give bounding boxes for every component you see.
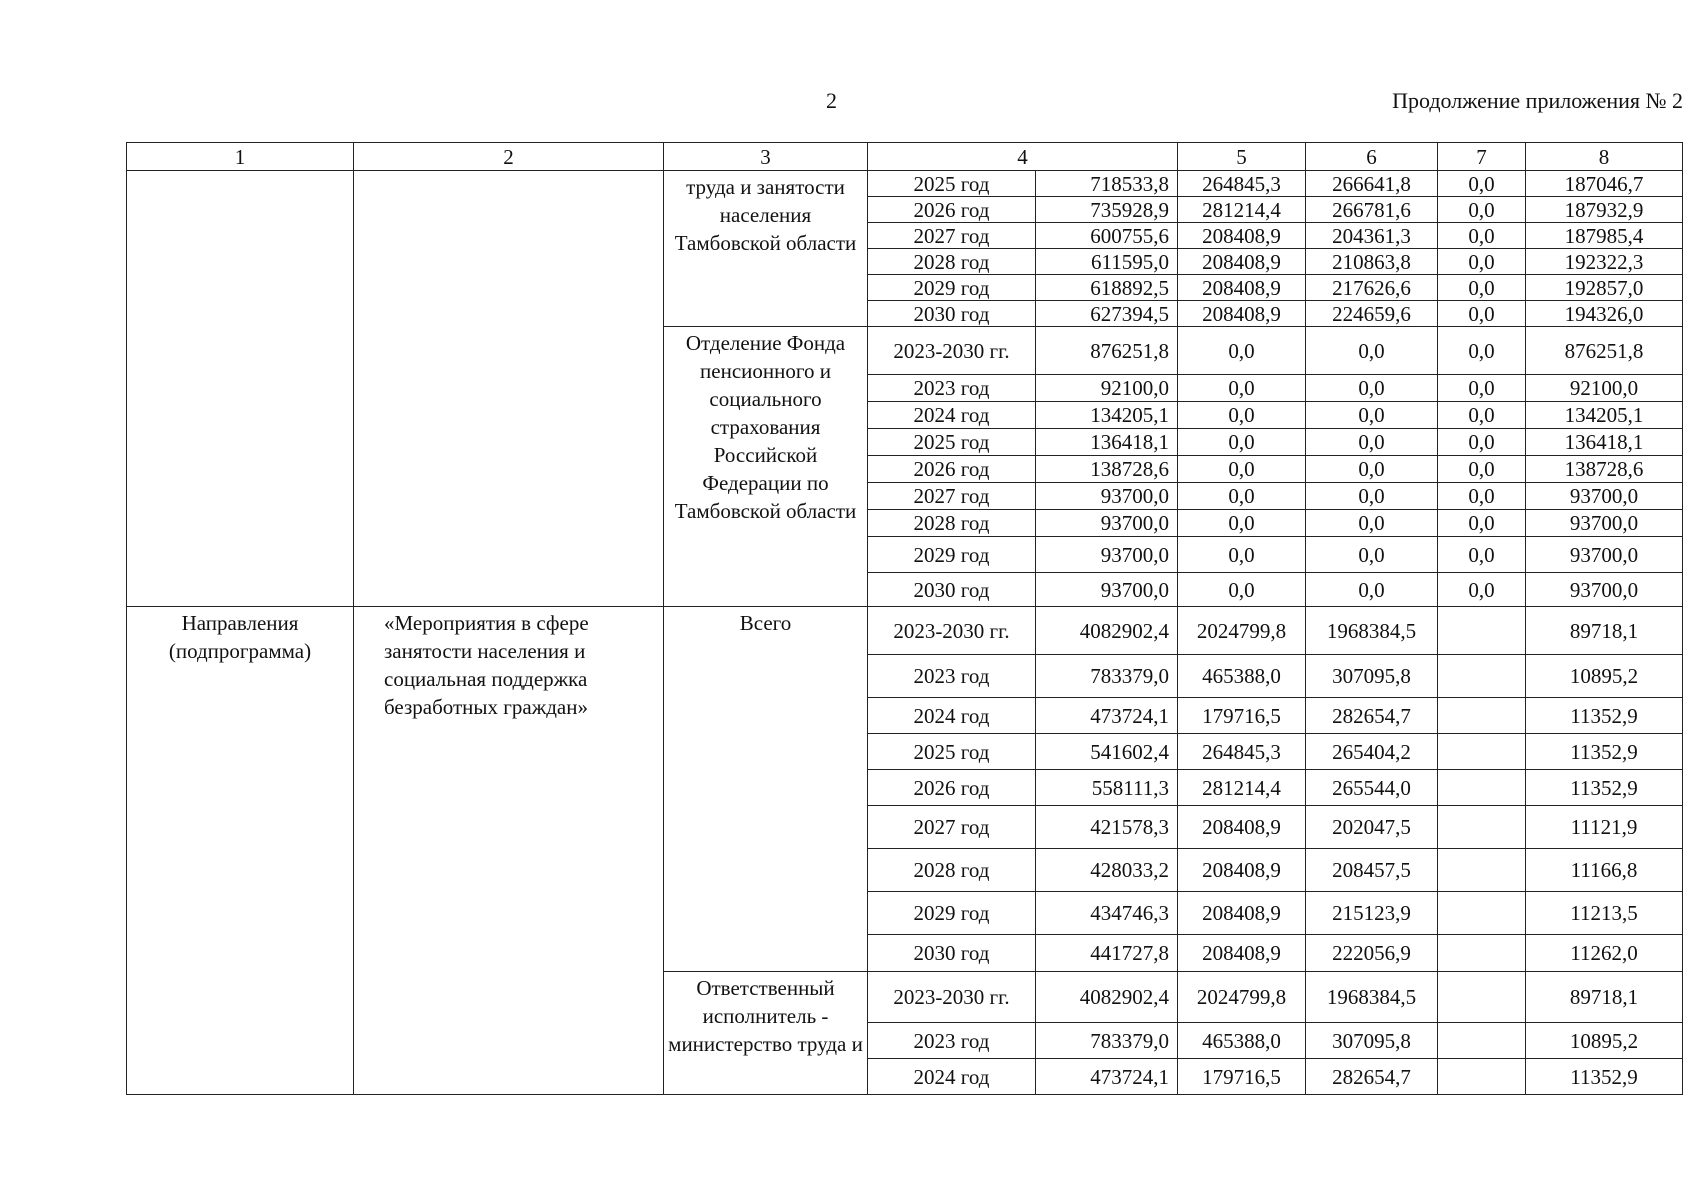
local-budget-cell — [1438, 972, 1526, 1023]
appendix-continuation-note: Продолжение приложения № 2 — [1392, 88, 1683, 113]
local-budget-cell — [1438, 1059, 1526, 1095]
subprogram-name-cell: «Мероприятия в сфере занятости населения и социальная поддержка безработных граждан» — [354, 607, 664, 1095]
local-budget-cell — [1438, 607, 1526, 655]
regional-budget-cell: 0,0 — [1306, 327, 1438, 375]
local-budget-cell: 0,0 — [1438, 301, 1526, 327]
year-cell: 2024 год — [868, 698, 1036, 734]
regional-budget-cell: 0,0 — [1306, 510, 1438, 537]
regional-budget-cell: 202047,5 — [1306, 806, 1438, 849]
local-budget-cell: 0,0 — [1438, 171, 1526, 197]
year-cell: 2027 год — [868, 483, 1036, 510]
extrabudget-cell: 93700,0 — [1526, 510, 1683, 537]
federal-budget-cell: 179716,5 — [1178, 698, 1306, 734]
year-cell: 2023 год — [868, 655, 1036, 698]
total-cell: 473724,1 — [1036, 1059, 1178, 1095]
local-budget-cell — [1438, 935, 1526, 972]
federal-budget-cell: 0,0 — [1178, 327, 1306, 375]
extrabudget-cell: 89718,1 — [1526, 972, 1683, 1023]
extrabudget-cell: 134205,1 — [1526, 402, 1683, 429]
local-budget-cell — [1438, 892, 1526, 935]
total-cell: 138728,6 — [1036, 456, 1178, 483]
regional-budget-cell: 0,0 — [1306, 429, 1438, 456]
column-number-cell: 2 — [354, 143, 664, 171]
total-cell: 93700,0 — [1036, 483, 1178, 510]
local-budget-cell: 0,0 — [1438, 573, 1526, 607]
extrabudget-cell: 10895,2 — [1526, 1023, 1683, 1059]
local-budget-cell: 0,0 — [1438, 429, 1526, 456]
federal-budget-cell: 465388,0 — [1178, 1023, 1306, 1059]
year-cell: 2025 год — [868, 429, 1036, 456]
year-cell: 2028 год — [868, 510, 1036, 537]
total-cell: 134205,1 — [1036, 402, 1178, 429]
total-cell: 627394,5 — [1036, 301, 1178, 327]
local-budget-cell — [1438, 849, 1526, 892]
extrabudget-cell: 93700,0 — [1526, 573, 1683, 607]
local-budget-cell: 0,0 — [1438, 456, 1526, 483]
regional-budget-cell: 215123,9 — [1306, 892, 1438, 935]
total-cell: 718533,8 — [1036, 171, 1178, 197]
regional-budget-cell: 266781,6 — [1306, 197, 1438, 223]
total-cell: 92100,0 — [1036, 375, 1178, 402]
federal-budget-cell: 208408,9 — [1178, 849, 1306, 892]
local-budget-cell — [1438, 1023, 1526, 1059]
federal-budget-cell: 0,0 — [1178, 456, 1306, 483]
extrabudget-cell: 136418,1 — [1526, 429, 1683, 456]
federal-budget-cell: 281214,4 — [1178, 770, 1306, 806]
executor-cell: Отделение Фонда пенсионного и социального страхования Российской Федерации по Тамбовской области — [664, 327, 868, 607]
extrabudget-cell: 11352,9 — [1526, 734, 1683, 770]
direction-type-cell — [127, 171, 354, 607]
column-number-cell: 4 — [868, 143, 1178, 171]
page-number: 2 — [826, 88, 837, 113]
federal-budget-cell: 208408,9 — [1178, 275, 1306, 301]
federal-budget-cell: 0,0 — [1178, 573, 1306, 607]
local-budget-cell: 0,0 — [1438, 510, 1526, 537]
extrabudget-cell: 92100,0 — [1526, 375, 1683, 402]
budget-table — [126, 142, 1683, 1095]
regional-budget-cell: 307095,8 — [1306, 1023, 1438, 1059]
regional-budget-cell: 210863,8 — [1306, 249, 1438, 275]
column-number-cell: 5 — [1178, 143, 1306, 171]
extrabudget-cell: 11213,5 — [1526, 892, 1683, 935]
federal-budget-cell: 264845,3 — [1178, 171, 1306, 197]
total-cell: 611595,0 — [1036, 249, 1178, 275]
total-cell: 428033,2 — [1036, 849, 1178, 892]
regional-budget-cell: 282654,7 — [1306, 1059, 1438, 1095]
total-cell: 473724,1 — [1036, 698, 1178, 734]
federal-budget-cell: 208408,9 — [1178, 892, 1306, 935]
regional-budget-cell: 204361,3 — [1306, 223, 1438, 249]
extrabudget-cell: 187932,9 — [1526, 197, 1683, 223]
federal-budget-cell: 281214,4 — [1178, 197, 1306, 223]
local-budget-cell: 0,0 — [1438, 327, 1526, 375]
year-cell: 2023-2030 гг. — [868, 327, 1036, 375]
federal-budget-cell: 208408,9 — [1178, 806, 1306, 849]
year-cell: 2030 год — [868, 301, 1036, 327]
local-budget-cell: 0,0 — [1438, 197, 1526, 223]
federal-budget-cell: 208408,9 — [1178, 223, 1306, 249]
executor-cell: труда и занятости населения Тамбовской области — [664, 171, 868, 327]
local-budget-cell: 0,0 — [1438, 483, 1526, 510]
regional-budget-cell: 1968384,5 — [1306, 972, 1438, 1023]
federal-budget-cell: 0,0 — [1178, 429, 1306, 456]
year-cell: 2030 год — [868, 573, 1036, 607]
local-budget-cell: 0,0 — [1438, 375, 1526, 402]
extrabudget-cell: 138728,6 — [1526, 456, 1683, 483]
year-cell: 2026 год — [868, 456, 1036, 483]
federal-budget-cell: 208408,9 — [1178, 249, 1306, 275]
federal-budget-cell: 208408,9 — [1178, 301, 1306, 327]
extrabudget-cell: 89718,1 — [1526, 607, 1683, 655]
regional-budget-cell: 1968384,5 — [1306, 607, 1438, 655]
local-budget-cell: 0,0 — [1438, 275, 1526, 301]
federal-budget-cell: 2024799,8 — [1178, 607, 1306, 655]
total-cell: 136418,1 — [1036, 429, 1178, 456]
total-cell: 93700,0 — [1036, 537, 1178, 573]
year-cell: 2030 год — [868, 935, 1036, 972]
total-cell: 541602,4 — [1036, 734, 1178, 770]
total-cell: 4082902,4 — [1036, 972, 1178, 1023]
year-cell: 2023 год — [868, 375, 1036, 402]
year-cell: 2028 год — [868, 249, 1036, 275]
executor-cell: Ответственный исполнитель - министерство труда и — [664, 972, 868, 1095]
regional-budget-cell: 208457,5 — [1306, 849, 1438, 892]
direction-type-cell: Направления (подпрограмма) — [127, 607, 354, 1095]
total-cell: 93700,0 — [1036, 510, 1178, 537]
total-cell: 4082902,4 — [1036, 607, 1178, 655]
local-budget-cell: 0,0 — [1438, 537, 1526, 573]
extrabudget-cell: 11352,9 — [1526, 698, 1683, 734]
local-budget-cell — [1438, 698, 1526, 734]
regional-budget-cell: 0,0 — [1306, 573, 1438, 607]
total-cell: 783379,0 — [1036, 1023, 1178, 1059]
extrabudget-cell: 93700,0 — [1526, 537, 1683, 573]
regional-budget-cell: 265544,0 — [1306, 770, 1438, 806]
year-cell: 2029 год — [868, 892, 1036, 935]
regional-budget-cell: 307095,8 — [1306, 655, 1438, 698]
year-cell: 2028 год — [868, 849, 1036, 892]
extrabudget-cell: 11166,8 — [1526, 849, 1683, 892]
column-number-cell: 7 — [1438, 143, 1526, 171]
extrabudget-cell: 93700,0 — [1526, 483, 1683, 510]
total-cell: 558111,3 — [1036, 770, 1178, 806]
extrabudget-cell: 11262,0 — [1526, 935, 1683, 972]
extrabudget-cell: 10895,2 — [1526, 655, 1683, 698]
extrabudget-cell: 11352,9 — [1526, 770, 1683, 806]
federal-budget-cell: 264845,3 — [1178, 734, 1306, 770]
local-budget-cell — [1438, 734, 1526, 770]
local-budget-cell: 0,0 — [1438, 402, 1526, 429]
federal-budget-cell: 0,0 — [1178, 537, 1306, 573]
year-cell: 2023 год — [868, 1023, 1036, 1059]
federal-budget-cell: 0,0 — [1178, 402, 1306, 429]
column-number-row — [127, 143, 1683, 171]
column-number-cell: 1 — [127, 143, 354, 171]
regional-budget-cell: 265404,2 — [1306, 734, 1438, 770]
regional-budget-cell: 266641,8 — [1306, 171, 1438, 197]
regional-budget-cell: 0,0 — [1306, 537, 1438, 573]
year-cell: 2026 год — [868, 770, 1036, 806]
column-number-cell: 3 — [664, 143, 868, 171]
extrabudget-cell: 192857,0 — [1526, 275, 1683, 301]
column-number-cell: 8 — [1526, 143, 1683, 171]
federal-budget-cell: 208408,9 — [1178, 935, 1306, 972]
local-budget-cell — [1438, 655, 1526, 698]
regional-budget-cell: 217626,6 — [1306, 275, 1438, 301]
extrabudget-cell: 192322,3 — [1526, 249, 1683, 275]
extrabudget-cell: 11352,9 — [1526, 1059, 1683, 1095]
total-cell: 618892,5 — [1036, 275, 1178, 301]
year-cell: 2026 год — [868, 197, 1036, 223]
year-cell: 2027 год — [868, 223, 1036, 249]
executor-cell: Всего — [664, 607, 868, 972]
federal-budget-cell: 179716,5 — [1178, 1059, 1306, 1095]
total-cell: 735928,9 — [1036, 197, 1178, 223]
total-cell: 93700,0 — [1036, 573, 1178, 607]
total-cell: 421578,3 — [1036, 806, 1178, 849]
subprogram-name-cell — [354, 171, 664, 607]
local-budget-cell: 0,0 — [1438, 249, 1526, 275]
extrabudget-cell: 187985,4 — [1526, 223, 1683, 249]
year-cell: 2024 год — [868, 402, 1036, 429]
table-row — [127, 607, 1683, 655]
extrabudget-cell: 876251,8 — [1526, 327, 1683, 375]
total-cell: 434746,3 — [1036, 892, 1178, 935]
year-cell: 2023-2030 гг. — [868, 607, 1036, 655]
year-cell: 2029 год — [868, 275, 1036, 301]
year-cell: 2027 год — [868, 806, 1036, 849]
federal-budget-cell: 465388,0 — [1178, 655, 1306, 698]
total-cell: 600755,6 — [1036, 223, 1178, 249]
regional-budget-cell: 0,0 — [1306, 375, 1438, 402]
year-cell: 2025 год — [868, 734, 1036, 770]
regional-budget-cell: 0,0 — [1306, 483, 1438, 510]
local-budget-cell: 0,0 — [1438, 223, 1526, 249]
extrabudget-cell: 194326,0 — [1526, 301, 1683, 327]
table-row — [127, 171, 1683, 197]
year-cell: 2024 год — [868, 1059, 1036, 1095]
total-cell: 441727,8 — [1036, 935, 1178, 972]
federal-budget-cell: 0,0 — [1178, 510, 1306, 537]
column-number-cell: 6 — [1306, 143, 1438, 171]
federal-budget-cell: 0,0 — [1178, 375, 1306, 402]
regional-budget-cell: 0,0 — [1306, 402, 1438, 429]
regional-budget-cell: 282654,7 — [1306, 698, 1438, 734]
year-cell: 2023-2030 гг. — [868, 972, 1036, 1023]
regional-budget-cell: 224659,6 — [1306, 301, 1438, 327]
year-cell: 2029 год — [868, 537, 1036, 573]
federal-budget-cell: 0,0 — [1178, 483, 1306, 510]
extrabudget-cell: 11121,9 — [1526, 806, 1683, 849]
regional-budget-cell: 222056,9 — [1306, 935, 1438, 972]
local-budget-cell — [1438, 806, 1526, 849]
regional-budget-cell: 0,0 — [1306, 456, 1438, 483]
total-cell: 783379,0 — [1036, 655, 1178, 698]
extrabudget-cell: 187046,7 — [1526, 171, 1683, 197]
federal-budget-cell: 2024799,8 — [1178, 972, 1306, 1023]
total-cell: 876251,8 — [1036, 327, 1178, 375]
local-budget-cell — [1438, 770, 1526, 806]
year-cell: 2025 год — [868, 171, 1036, 197]
